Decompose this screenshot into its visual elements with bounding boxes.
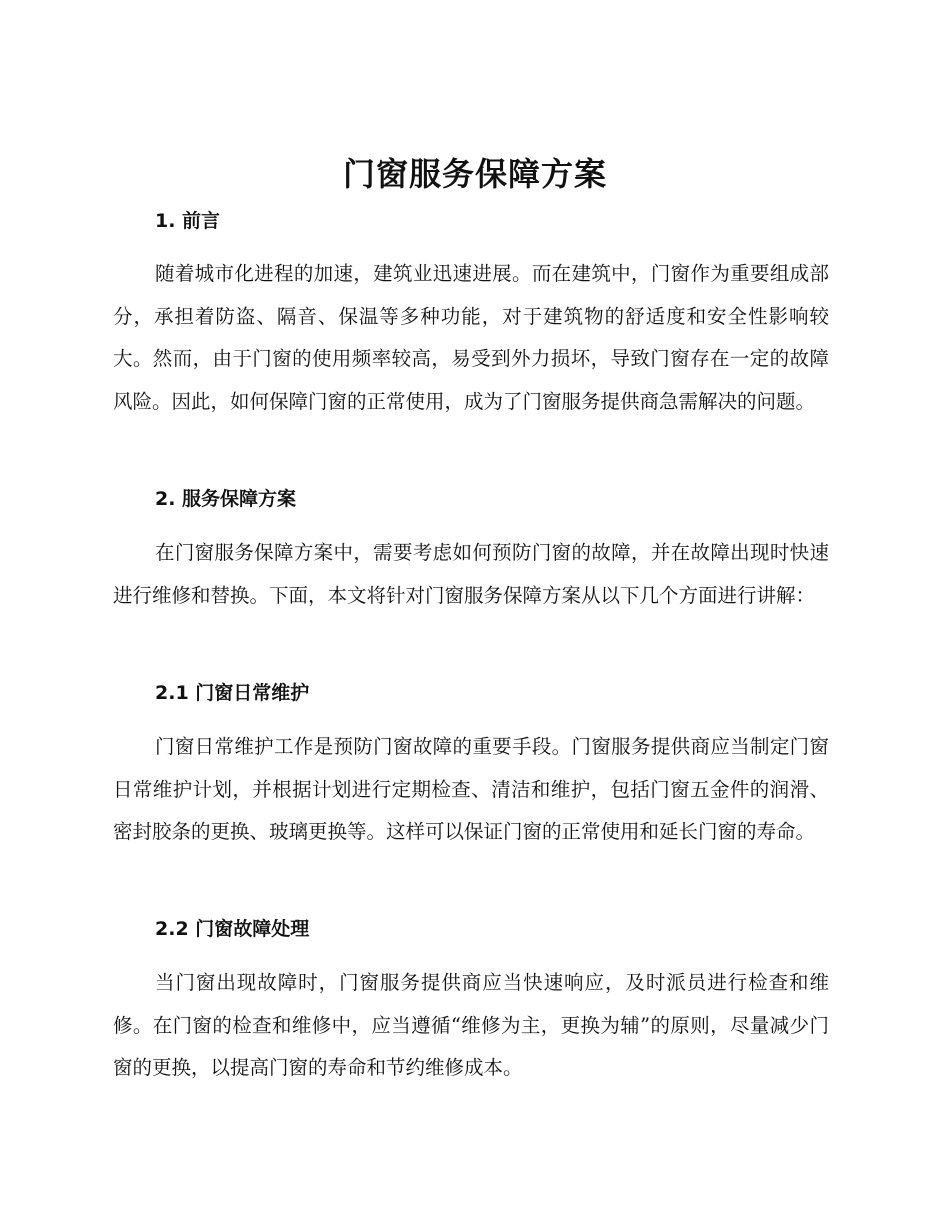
section-body-fault-handling: 当门窗出现故障时，门窗服务提供商应当快速响应，及时派员进行检查和维修。在门窗的检查和维修中，应当遵循“维修为主，更换为辅”的原则，尽量减少门窗的更换，以提高门窗的寿命和节约维修成本。 [113, 971, 829, 1079]
section-body-daily-maintenance: 门窗日常维护工作是预防门窗故障的重要手段。门窗服务提供商应当制定门窗日常维护计划，并根据计划进行定期检查、清洁和维护，包括门窗五金件的润滑、密封胶条的更换、玻璃更换等。这样可以保证门窗的正常使用和延长门窗的寿命。 [113, 735, 829, 843]
section-heading-preface: 1. 前言 [155, 210, 221, 232]
section-heading-daily-maintenance: 2.1 门窗日常维护 [155, 682, 310, 704]
section-body-service-plan: 在门窗服务保障方案中，需要考虑如何预防门窗的故障，并在故障出现时快速进行维修和替换。下面，本文将针对门窗服务保障方案从以下几个方面进行讲解： [113, 541, 829, 607]
section-body-preface: 随着城市化进程的加速，建筑业迅速进展。而在建筑中，门窗作为重要组成部分，承担着防盗、隔音、保温等多种功能，对于建筑物的舒适度和安全性影响较大。然而，由于门窗的使用频率较高，易受到外力损坏，导致门窗存在一定的故障风险。因此，如何保障门窗的正常使用，成为了门窗服务提供商急需解决的问题。 [113, 262, 829, 413]
section-heading-service-plan: 2. 服务保障方案 [155, 488, 297, 510]
section-heading-fault-handling: 2.2 门窗故障处理 [155, 918, 310, 940]
document-title: 门窗服务保障方案 [342, 155, 607, 193]
